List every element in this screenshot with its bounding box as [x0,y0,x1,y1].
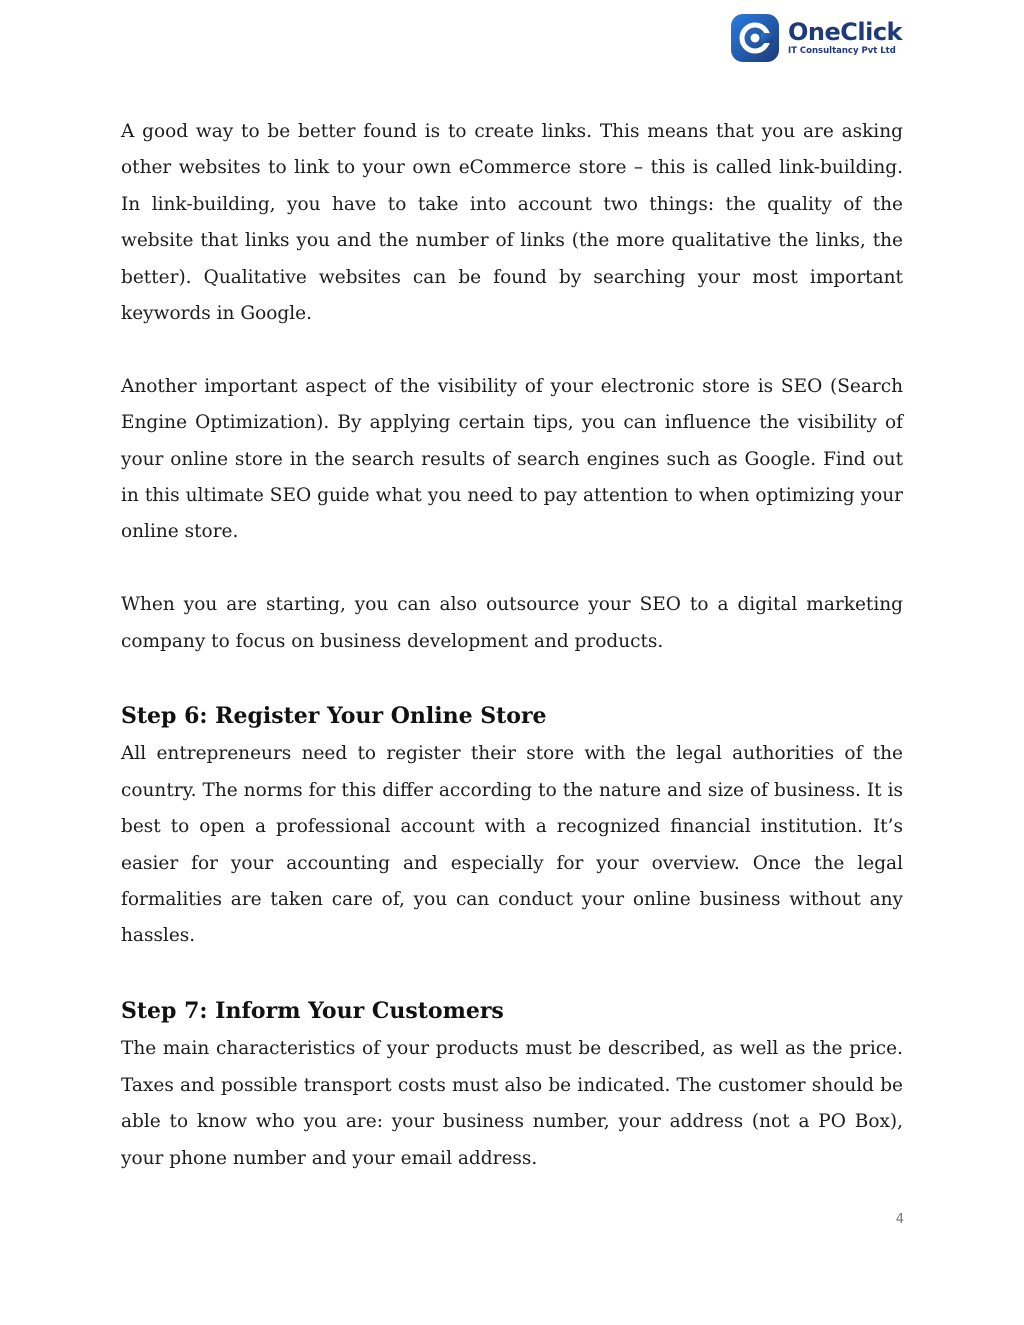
paragraph-spacer [121,551,903,587]
company-logo [730,12,910,64]
logo-text [788,20,902,56]
paragraph-spacer [121,660,903,696]
page-number: 4 [895,1212,904,1227]
logo-subtitle: IT Consultancy Pvt Ltd [788,46,896,57]
logo-name: OneClick [788,18,903,47]
paragraph-seo: Another important aspect of the visibility of your electronic store is SEO (Search Engine Optimization). By applying certain tips, you can influence the visibility of your online store in the search results of search engines such as Google. Find out in this ultimate SEO guide what you need to pay attention to when optimizing your online store. [121,375,903,543]
paragraph-spacer [121,332,903,368]
step7-heading: Step 7: Inform Your Customers [121,998,504,1025]
document-body [121,114,903,1177]
paragraph-link-building: A good way to be better found is to create links. This means that you are asking other websites to link to your own eCommerce store – this is called link-building. In link-building, you have to take into account two things: the quality of the website that links you and the number of links (the more qualitative the links, the better). Qualitative websites can be found by searching your most important keywords in Google. [121,121,903,325]
paragraph-outsource-seo: When you are starting, you can also outsource your SEO to a digital marketing company to focus on business development and products. [121,594,903,652]
step6-heading: Step 6: Register Your Online Store [121,703,547,730]
paragraph-spacer [121,955,903,991]
step7-paragraph: The main characteristics of your products must be described, as well as the price. Taxes and possible transport costs must also be indicated. The customer should be able to know who you are: your business number, your address (not a PO Box), your phone number and your email address. [121,1038,903,1169]
step6-paragraph: All entrepreneurs need to register their store with the legal authorities of the country. The norms for this differ according to the nature and size of business. It is best to open a professional account with a recognized financial institution. It’s easier for your accounting and especially for your overview. Once the legal formalities are taken care of, you can conduct your online business without any hassles. [121,743,903,947]
oneclick-logo-icon [730,13,780,63]
